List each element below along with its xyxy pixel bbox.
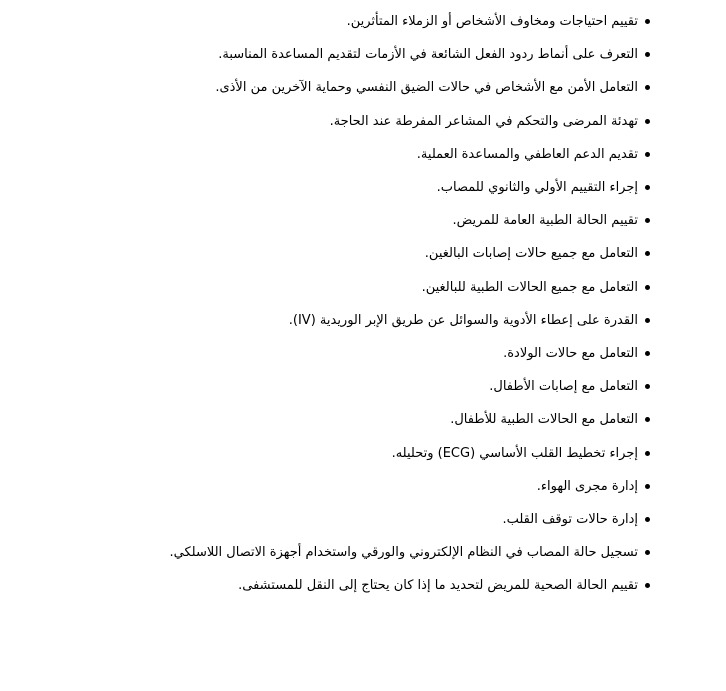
list-item bbox=[30, 204, 650, 237]
list-item bbox=[30, 337, 650, 370]
list-item bbox=[30, 304, 650, 337]
list-item-text: تقييم الحالة الطبية العامة للمريض. bbox=[452, 213, 638, 229]
list-item-text: التعامل الأمن مع الأشخاص في حالات الضيق النفسي وحماية الآخرين من الأذى. bbox=[215, 80, 638, 96]
list-item bbox=[30, 105, 650, 138]
list-item bbox=[30, 271, 650, 304]
list-item-text: التعرف على أنماط ردود الفعل الشائعة في الأزمات لتقديم المساعدة المناسبة. bbox=[218, 47, 638, 63]
competency-list bbox=[30, 5, 650, 602]
list-item bbox=[30, 171, 650, 204]
bullet-icon bbox=[645, 85, 650, 90]
list-item-text: إدارة حالات توقف القلب. bbox=[502, 511, 638, 527]
bullet-icon bbox=[645, 218, 650, 223]
bullet-icon bbox=[645, 451, 650, 456]
list-item bbox=[30, 536, 650, 569]
list-item bbox=[30, 403, 650, 436]
bullet-icon bbox=[645, 152, 650, 157]
list-item-text: إجراء تخطيط القلب الأساسي (ECG) وتحليله. bbox=[391, 445, 638, 461]
bullet-icon bbox=[645, 351, 650, 356]
list-item-text: إجراء التقييم الأولي والثانوي للمصاب. bbox=[436, 180, 638, 196]
list-item bbox=[30, 38, 650, 71]
bullet-icon bbox=[645, 119, 650, 124]
list-item-text: القدرة على إعطاء الأدوية والسوائل عن طريق الإبر الوريدية (IV). bbox=[288, 312, 638, 328]
bullet-icon bbox=[645, 19, 650, 24]
list-item-text: التعامل مع حالات الولادة. bbox=[503, 345, 638, 361]
list-item bbox=[30, 237, 650, 270]
list-item bbox=[30, 71, 650, 104]
bullet-icon bbox=[645, 52, 650, 57]
list-item-text: التعامل مع جميع حالات إصابات البالغين. bbox=[424, 246, 638, 262]
document-page bbox=[30, 5, 650, 602]
bullet-icon bbox=[645, 484, 650, 489]
list-item-text: تقديم الدعم العاطفي والمساعدة العملية. bbox=[416, 146, 638, 162]
bullet-icon bbox=[645, 550, 650, 555]
list-item bbox=[30, 138, 650, 171]
bullet-icon bbox=[645, 251, 650, 256]
bullet-icon bbox=[645, 185, 650, 190]
bullet-icon bbox=[645, 583, 650, 588]
list-item bbox=[30, 370, 650, 403]
bullet-icon bbox=[645, 285, 650, 290]
list-item bbox=[30, 436, 650, 469]
list-item-text: تقييم احتياجات ومخاوف الأشخاص أو الزملاء المتأثرين. bbox=[346, 14, 638, 30]
list-item bbox=[30, 569, 650, 602]
list-item-text: التعامل مع إصابات الأطفال. bbox=[489, 379, 638, 395]
list-item-text: تهدئة المرضى والتحكم في المشاعر المفرطة عند الحاجة. bbox=[329, 113, 638, 129]
list-item-text: التعامل مع الحالات الطبية للأطفال. bbox=[450, 412, 638, 428]
bullet-icon bbox=[645, 417, 650, 422]
bullet-icon bbox=[645, 318, 650, 323]
list-item-text: التعامل مع جميع الحالات الطبية للبالغين. bbox=[421, 279, 638, 295]
bullet-icon bbox=[645, 517, 650, 522]
list-item-text: تسجيل حالة المصاب في النظام الإلكتروني والورقي واستخدام أجهزة الاتصال اللاسلكي. bbox=[169, 545, 638, 561]
list-item-text: تقييم الحالة الصحية للمريض لتحديد ما إذا كان يحتاج إلى النقل للمستشفى. bbox=[238, 578, 638, 594]
list-item-text: إدارة مجرى الهواء. bbox=[536, 478, 638, 494]
list-item bbox=[30, 470, 650, 503]
bullet-icon bbox=[645, 384, 650, 389]
list-item bbox=[30, 503, 650, 536]
list-item bbox=[30, 5, 650, 38]
